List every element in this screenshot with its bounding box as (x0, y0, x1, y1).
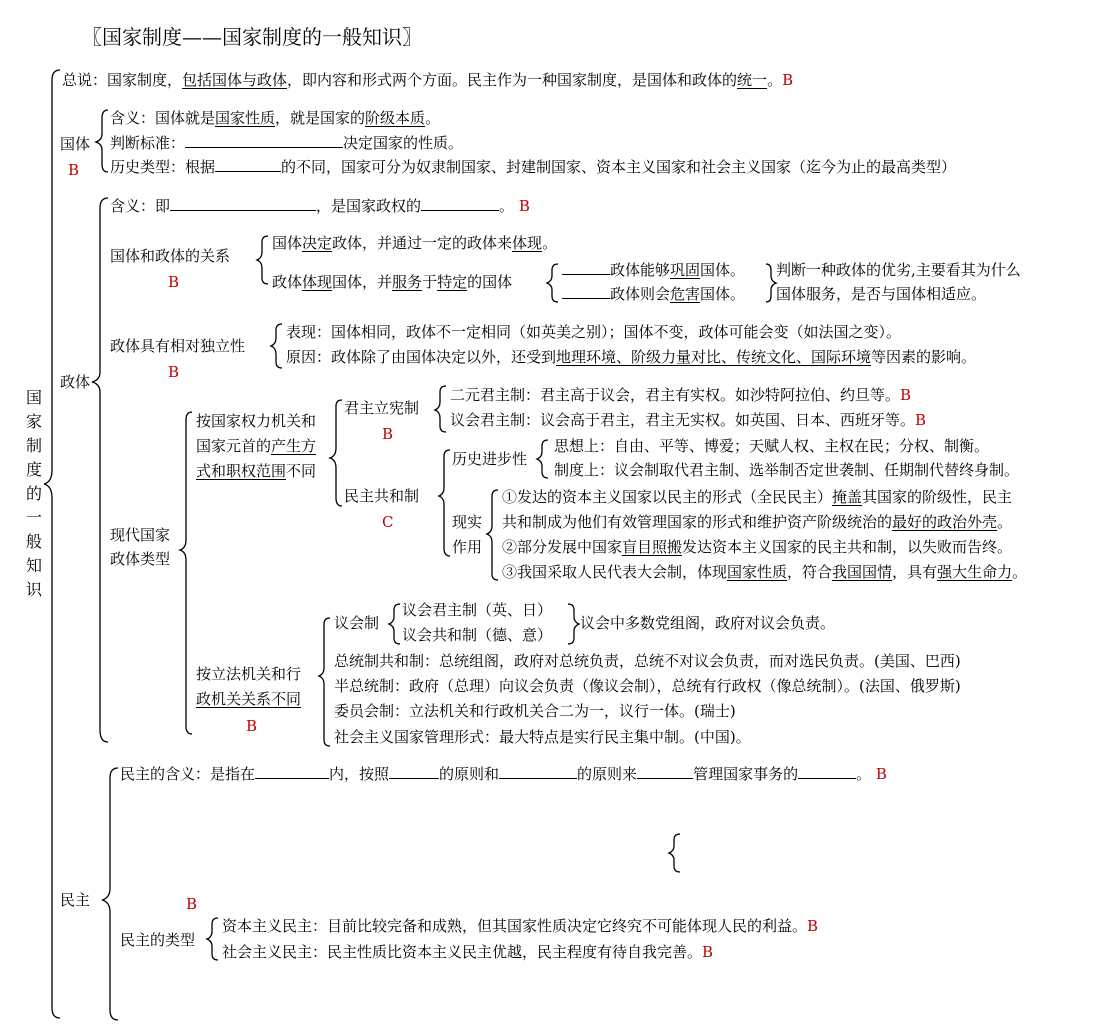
capitalist-democracy: 资本主义民主：目前比较完备和成熟，但其国家性质决定它终究不可能体现人民的利益。B (222, 917, 819, 935)
byhead-brace (330, 400, 342, 506)
guoti-meaning: 含义：国体就是国家性质，就是国家的阶级本质。 (110, 109, 441, 127)
fill-blank (798, 764, 856, 779)
grade-mark: B (168, 363, 180, 381)
modern-label-1: 现代国家 (110, 526, 171, 544)
role-label-2: 作用 (452, 538, 483, 556)
zhengti-label: 政体 (60, 373, 91, 391)
grade-mark: B (782, 71, 794, 89)
page-title: 〖国家制度——国家制度的一般知识〗 (82, 25, 422, 49)
grade-mark: B (518, 197, 530, 215)
judge-line-1: 判断一种政体的优劣,主要看其为什么 (776, 261, 1021, 279)
progress-system: 制度上：议会制取代君主制、选举制否定世袭制、任期制代替终身制。 (554, 461, 1020, 479)
grade-mark: B (68, 161, 80, 179)
parliamentary-label: 议会制 (334, 614, 380, 632)
role-1: ①发达的资本主义国家以民主的形式（全民民主）掩盖其国家的阶级性，民主 (502, 488, 1013, 506)
grade-mark: B (186, 895, 198, 913)
by-legislature-2: 政机关关系不同 (196, 690, 302, 708)
by-legislature-1: 按立法机关和行 (196, 665, 302, 683)
pm-brace (568, 604, 579, 644)
byleg-brace (319, 618, 330, 746)
democracy-types-label: 民主的类型 (120, 931, 196, 949)
minzhu-label: 民主 (60, 891, 91, 909)
fill-blank (185, 133, 343, 148)
role-brace (487, 490, 498, 580)
modern-brace (180, 412, 192, 734)
grade-mark: B (246, 717, 258, 735)
guoti-criterion: 判断标准： 决定国家的性质。 (110, 134, 464, 152)
fill-blank (562, 260, 610, 275)
semi-presidential-system: 半总统制：政府（总理）向议会负责（像议会制），总统有行政权（像总统制）。(法国、俄罗斯) (334, 677, 961, 695)
role-3: ③我国采取人民代表大会制，体现国家性质，符合我国国情，具有强大生命力。 (502, 563, 1028, 581)
fill-blank (170, 196, 316, 211)
parliamentary-note: 议会中多数党组阁，政府对议会负责。 (580, 614, 836, 632)
overview-keyword: 统一 (737, 71, 768, 89)
fill-blank (562, 284, 610, 299)
relation-2b: 政体则会危害国体。 (562, 284, 745, 304)
fill-blank (215, 157, 281, 172)
progress-label: 历史进步性 (452, 450, 528, 468)
republic-brace (439, 450, 450, 556)
judge-brace (766, 264, 776, 302)
overview-keyword: 包括国体与政体 (182, 71, 288, 89)
grade-mark: C (382, 513, 394, 531)
democracy-meaning: 民主的含义：是指在 内，按照 的原则和 的原则来 管理国家事务的 。 B (120, 765, 887, 783)
grade-mark: B (168, 273, 180, 291)
parliamentary-monarchy-country: 议会君主制（英、日） (402, 601, 553, 619)
root-label: 国家制度的一般知识 (25, 388, 42, 599)
by-head-2: 国家元首的产生方 (196, 437, 317, 455)
constitutional-monarchy-label: 君主立宪制 (344, 399, 420, 417)
rel2-brace (547, 264, 558, 302)
role-1b: 共和制成为他们有效管理国家的形式和维护资产阶级统治的最好的政治外壳。 (502, 513, 1013, 531)
relation-brace (257, 236, 268, 284)
guoti-history: 历史类型：根据 的不同，国家可分为奴隶制国家、封建制国家、资本主义国家和社会主义国家（迄今为止的最高类型） (110, 158, 957, 176)
council-system: 委员会制：立法机关和行政机关合二为一，议行一体。(瑞士) (334, 702, 736, 720)
presidential-system: 总统制共和制：总统组阁，政府对总统负责，总统不对议会负责，而对选民负责。(美国、巴西) (334, 652, 961, 670)
parliamentary-monarchy: 议会君主制：议会高于君主，君主无实权。如英国、日本、西班牙等。B (450, 411, 927, 429)
republic-label: 民主共和制 (344, 487, 420, 505)
overview-text: 总说：国家制度， (62, 71, 183, 89)
independence-2: 原因：政体除了由国体决定以外，还受到地理环境、阶级力量对比、传统文化、国际环境等因素的影响。 (286, 348, 977, 366)
by-head-3: 式和职权范围不同 (196, 462, 317, 480)
fill-blank (389, 764, 439, 779)
progress-thought: 思想上：自由、平等、博爱；天赋人权、主权在民；分权、制衡。 (554, 437, 990, 455)
zhengti-brace (92, 198, 108, 742)
independence-label: 政体具有相对独立性 (110, 337, 246, 355)
relation-1: 国体决定政体，并通过一定的政体来体现。 (272, 234, 558, 252)
modern-label-2: 政体类型 (110, 550, 171, 568)
grade-mark: B (382, 425, 394, 443)
guoti-label: 国体 (60, 135, 91, 153)
guoti-brace (96, 110, 108, 172)
root-brace (44, 70, 60, 1018)
minzhu-brace (102, 768, 118, 1020)
progress-brace (537, 440, 548, 478)
empty-brace (669, 834, 680, 872)
fill-blank (499, 764, 577, 779)
socialist-democracy: 社会主义民主：民主性质比资本主义民主优越，民主程度有待自我完善。B (222, 943, 714, 961)
indep-brace (271, 324, 282, 368)
zhengti-meaning: 含义：即 ，是国家政权的 。 B (110, 197, 530, 215)
relation-2a: 政体能够巩固国体。 (562, 260, 745, 280)
role-label-1: 现实 (452, 513, 483, 531)
overview-text: ，即内容和形式两个方面。民主作为一种国家制度，是国体和政体的 (287, 71, 738, 89)
independence-1: 表现：国体相同，政体不一定相同（如英美之别）；国体不变，政体可能会变（如法国之变）。 (286, 323, 902, 341)
overview-line (62, 70, 793, 90)
parliamentary-republic-country: 议会共和制（德、意） (402, 626, 553, 644)
role-2: ②部分发展中国家盲目照搬发达资本主义国家的民主共和制，以失败而告终。 (502, 538, 1013, 556)
relation-2: 政体体现国体，并服务于特定的国体 (272, 273, 513, 291)
grade-mark: B (875, 765, 887, 783)
fill-blank (637, 764, 693, 779)
judge-line-2: 国体服务，是否与国体相适应。 (776, 285, 987, 303)
fill-blank (421, 196, 499, 211)
constmon-brace (435, 386, 446, 432)
overview-text: 。 (767, 71, 783, 89)
by-head-1: 按国家权力机关和 (196, 412, 317, 430)
relation-label: 国体和政体的关系 (110, 247, 231, 265)
dual-monarchy: 二元君主制：君主高于议会，君主有实权。如沙特阿拉伯、约旦等。B (450, 386, 912, 404)
parl-brace (389, 604, 400, 644)
socialist-system: 社会主义国家管理形式：最大特点是实行民主集中制。(中国)。 (334, 728, 751, 746)
types-brace (207, 918, 218, 960)
fill-blank (255, 764, 329, 779)
